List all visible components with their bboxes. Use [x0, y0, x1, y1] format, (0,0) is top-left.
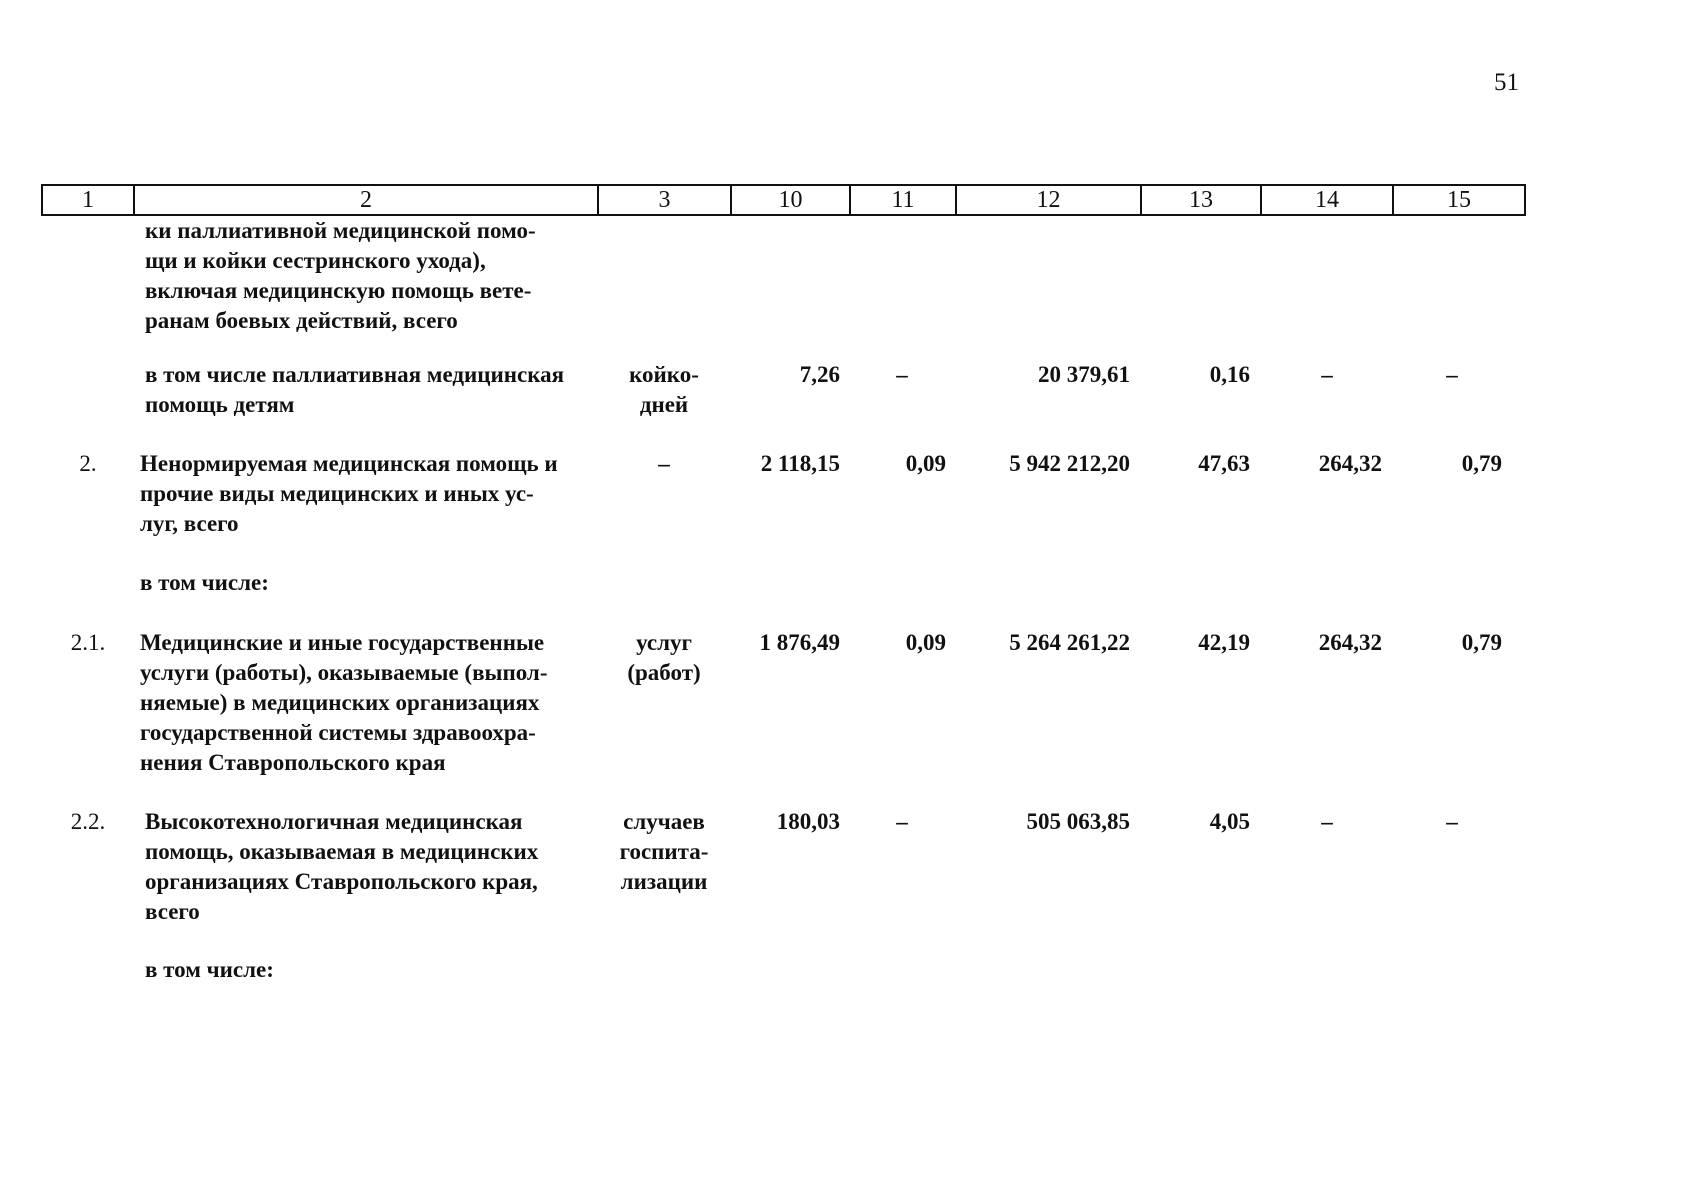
row-unit [600, 807, 728, 897]
cell-col-14: – [1321, 809, 1333, 834]
row-name-line: включая медицинскую помощь вете- [145, 278, 532, 303]
row-name-line: Медицинские и иные государственные [140, 630, 545, 655]
row-name-line: в том числе: [140, 570, 269, 595]
cell-col-12: 5 264 261,22 [1009, 630, 1130, 655]
cell-col-13: 42,19 [1198, 630, 1250, 655]
cell-col-13: 4,05 [1209, 809, 1250, 834]
row-unit-line: услуг [636, 630, 692, 655]
table-header-row [41, 184, 1526, 216]
cell-col-13: 0,16 [1209, 362, 1250, 387]
header-col-11: 11 [891, 187, 915, 213]
header-col-10: 10 [778, 187, 803, 213]
row-name-line: всего [145, 899, 200, 924]
cell-col-12: 20 379,61 [1038, 362, 1130, 387]
cell-col-11: 0,09 [905, 630, 946, 655]
header-col-1: 1 [82, 187, 94, 213]
row-unit [600, 628, 728, 688]
row-name-line: луг, всего [140, 511, 239, 536]
row-name [145, 955, 585, 985]
row-unit-line: – [658, 451, 670, 476]
row-name-line: помощь, оказываемая в медицинских [145, 839, 539, 864]
row-name-line: Высокотехнологичная медицинская [145, 809, 523, 834]
cell-col-15: – [1446, 809, 1458, 834]
row-name-line: няемые) в медицинских организациях [140, 690, 540, 715]
cell-col-15: 0,79 [1461, 451, 1502, 476]
cell-col-10: 7,26 [799, 362, 840, 387]
cell-col-14: 264,32 [1318, 451, 1382, 476]
cell-col-15: 0,79 [1461, 630, 1502, 655]
row-name-line: ки паллиативной медицинской помо- [145, 218, 536, 243]
row-name-line: прочие виды медицинских и иных ус- [140, 481, 534, 506]
row-name [145, 216, 585, 336]
header-col-12: 12 [1036, 187, 1061, 213]
row-unit-line: случаев [623, 809, 705, 834]
row-number: 2. [79, 451, 97, 476]
cell-col-10: 2 118,15 [760, 451, 840, 476]
header-col-14: 14 [1315, 187, 1339, 213]
cell-col-15: – [1446, 362, 1458, 387]
row-number: 2.2. [70, 809, 106, 834]
row-name [140, 628, 590, 778]
row-name [140, 449, 590, 539]
row-name-line: ранам боевых действий, всего [145, 308, 458, 333]
cell-col-11: 0,09 [905, 451, 946, 476]
row-number: 2.1. [70, 630, 106, 655]
header-col-15: 15 [1447, 187, 1471, 213]
cell-col-13: 47,63 [1198, 451, 1250, 476]
cell-col-14: – [1321, 362, 1333, 387]
row-unit-line: госпита- [619, 839, 709, 864]
cell-col-10: 1 876,49 [759, 630, 840, 655]
page-number: 51 [1494, 69, 1519, 96]
row-name-line: Ненормируемая медицинская помощь и [140, 451, 558, 476]
row-unit-line: койко- [629, 362, 699, 387]
row-name [140, 568, 590, 598]
row-name-line: организациях Ставропольского края, [145, 869, 538, 894]
row-name-line: щи и койки сестринского ухода), [145, 248, 486, 273]
row-unit-line: дней [639, 392, 689, 417]
row-unit [600, 360, 728, 420]
row-unit [600, 449, 728, 479]
row-name [145, 360, 590, 420]
row-name-line: услуги (работы), оказываемые (выпол- [140, 660, 548, 685]
row-name-line: в том числе: [145, 957, 274, 982]
row-unit-line: лизации [620, 869, 708, 894]
row-name-line: в том числе паллиативная медицинская [145, 362, 565, 387]
cell-col-12: 505 063,85 [1026, 809, 1130, 834]
row-name-line: государственной системы здравоохра- [140, 720, 536, 745]
row-name [145, 807, 585, 927]
row-unit-line: (работ) [627, 660, 701, 685]
cell-col-14: 264,32 [1318, 630, 1382, 655]
header-col-3: 3 [658, 187, 671, 213]
row-name-line: помощь детям [145, 392, 295, 417]
row-name-line: нения Ставропольского края [140, 750, 446, 775]
header-col-2: 2 [360, 187, 372, 213]
cell-col-11: – [896, 362, 908, 387]
header-col-13: 13 [1189, 187, 1213, 213]
cell-col-12: 5 942 212,20 [1009, 451, 1130, 476]
cell-col-11: – [896, 809, 908, 834]
cell-col-10: 180,03 [776, 809, 840, 834]
